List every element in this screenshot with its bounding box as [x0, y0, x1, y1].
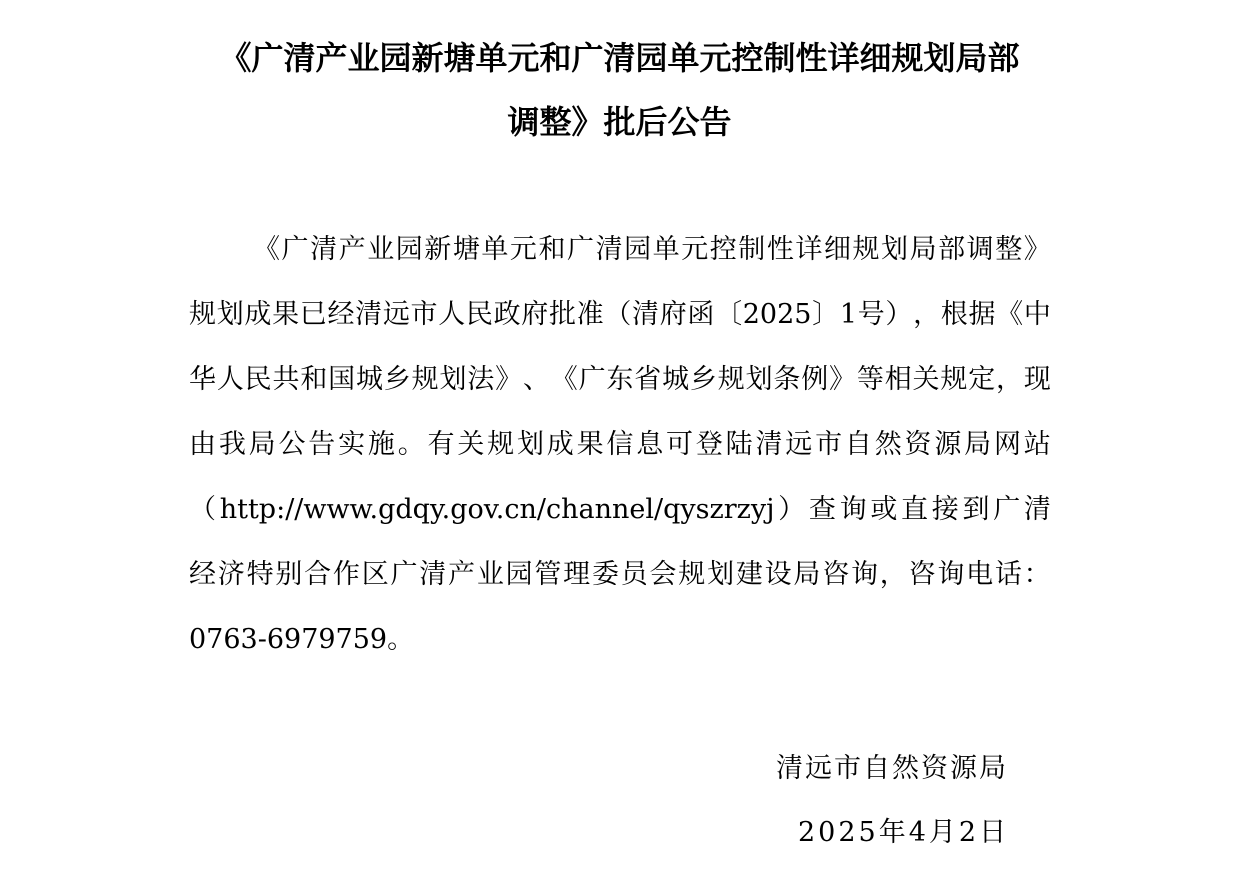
body-text-run: 清 [595, 234, 623, 265]
body-text-run: 有 [427, 429, 455, 460]
body-text-run: 规 [189, 299, 216, 330]
body-text-run: 告 [308, 429, 336, 460]
body-text-run: 陆 [725, 429, 753, 460]
body-text-run: 远 [785, 429, 813, 460]
body-text-run: 〔 [715, 299, 743, 330]
body-text-run: 2025 [742, 299, 812, 330]
body-text-run: 询 [850, 559, 878, 590]
body-text-run: 经 [189, 559, 216, 590]
body-text-run: 已 [299, 299, 327, 330]
body-text-run: 业 [367, 234, 395, 265]
signature-date: 2025年4月2日 [798, 817, 1010, 848]
body-text-run: 广 [993, 494, 1021, 525]
body-text-run: 关 [457, 429, 485, 460]
body-text-run: 可 [666, 429, 693, 460]
body-text-run: 登 [695, 429, 723, 460]
body-text-run: 广 [567, 234, 595, 265]
body-text-run: 规 [852, 234, 880, 265]
body-text-run: 局 [793, 559, 821, 590]
body-text-run: 华 [189, 364, 216, 395]
body-text-run: 中 [1023, 299, 1051, 330]
body-text-run: 成 [244, 299, 272, 330]
document-title-line-2: 调整》批后公告 [507, 103, 732, 141]
body-text-run: 查 [808, 494, 836, 525]
body-text-run: 到 [962, 494, 990, 525]
body-text-run: 划 [745, 364, 773, 395]
body-text-run: 员 [620, 559, 648, 590]
body-text-run: 函 [687, 299, 715, 330]
body-text-run: 果 [272, 299, 300, 330]
body-text-run: 清 [419, 559, 447, 590]
body-text-run: 府 [659, 299, 687, 330]
body-text-run: 城 [662, 364, 690, 395]
body-line [253, 232, 1051, 268]
body-text-run: 相 [884, 364, 912, 395]
body-text-run: 理 [563, 559, 591, 590]
body-text-run: 产 [448, 559, 476, 590]
body-text-run: 》 [495, 364, 523, 395]
body-text-run: 乡 [383, 364, 411, 395]
body-line [189, 427, 1051, 463]
body-text-run: 施 [367, 429, 395, 460]
body-text-run: 规 [940, 364, 968, 395]
body-text-run: 别 [275, 559, 303, 590]
body-text-run: 济 [217, 559, 245, 590]
body-text-run: 我 [218, 429, 246, 460]
body-text-run: 局 [248, 429, 276, 460]
body-text-run: 号 [857, 299, 885, 330]
body-text-run: 民 [465, 299, 493, 330]
body-text-run: 市 [410, 299, 438, 330]
body-text-run: 〕 [812, 299, 840, 330]
body-text-run: 批 [548, 299, 576, 330]
body-text-run: 东 [606, 364, 634, 395]
document-title-line-1: 《广清产业园新塘单元和广清园单元控制性详细规划局部 [219, 39, 1020, 77]
body-text-run: 划 [439, 364, 467, 395]
body-text-run: 直 [901, 494, 929, 525]
body-text-run: 新 [424, 234, 452, 265]
body-text-run: 局 [964, 429, 992, 460]
body-text-run: 广 [578, 364, 606, 395]
body-text-run: 网 [993, 429, 1021, 460]
body-text-run: ， [879, 559, 907, 590]
body-text-run: 人 [216, 364, 244, 395]
body-text-run: 清 [1023, 494, 1051, 525]
body-text-run: 规 [487, 429, 515, 460]
body-line [189, 362, 1051, 398]
body-text-run: 控 [709, 234, 737, 265]
body-text-run: 市 [815, 429, 843, 460]
body-text-run: 。 [397, 429, 425, 460]
body-text-run: 广 [390, 559, 418, 590]
body-text-run: 划 [516, 429, 544, 460]
body-text-run: 根 [940, 299, 968, 330]
body-text-run: 《 [550, 364, 578, 395]
body-text-run: 询 [839, 494, 867, 525]
body-text-run: 实 [338, 429, 366, 460]
body-text-run: 政 [493, 299, 521, 330]
body-text-run: 清 [632, 299, 659, 330]
body-text-run: 由 [189, 429, 216, 460]
body-text-run: 委 [591, 559, 619, 590]
body-text-run: 详 [795, 234, 823, 265]
body-text-run: 电 [966, 559, 994, 590]
body-text-run: 1 [839, 299, 858, 330]
body-text-run: 元 [681, 234, 709, 265]
body-text-run: （ [189, 494, 216, 525]
body-text-run: 会 [649, 559, 677, 590]
body-text-run: 清 [355, 299, 383, 330]
body-text-run: 》 [829, 364, 857, 395]
body-text-run: 询 [937, 559, 965, 590]
body-text-run: 建 [735, 559, 763, 590]
body-text-run: 条 [773, 364, 801, 395]
body-text-run: 果 [576, 429, 604, 460]
body-text-run: 成 [546, 429, 574, 460]
body-text-run: 和 [538, 234, 566, 265]
body-text-run: 划 [881, 234, 909, 265]
body-text-run: 资 [904, 429, 932, 460]
body-line: 0763-6979759。 [189, 624, 415, 655]
body-text-run: 塘 [452, 234, 480, 265]
body-text-run: 乡 [689, 364, 717, 395]
body-text-run: 咨 [822, 559, 850, 590]
body-text-run: 单 [652, 234, 680, 265]
body-text-run: 特 [246, 559, 274, 590]
body-text-run: 合 [304, 559, 332, 590]
body-text-run: 设 [764, 559, 792, 590]
body-text-run: 区 [361, 559, 389, 590]
body-text-run: 关 [912, 364, 940, 395]
body-text-run: 划 [707, 559, 735, 590]
body-text-run: 等 [856, 364, 884, 395]
body-text-run: 法 [467, 364, 495, 395]
body-text-run: 例 [801, 364, 829, 395]
body-text-run: 调 [966, 234, 994, 265]
body-text-run: 园 [624, 234, 652, 265]
body-text-run: 民 [244, 364, 272, 395]
body-text-run: http://www.gdqy.gov.cn/channel/qyszrzyj [219, 494, 775, 525]
body-line [189, 557, 1051, 593]
body-text-run: 息 [636, 429, 664, 460]
body-text-run: 信 [606, 429, 634, 460]
body-text-run: ， [996, 364, 1024, 395]
body-text-run: 清 [310, 234, 338, 265]
body-text-run: 清 [755, 429, 783, 460]
body-text-run: 人 [438, 299, 466, 330]
body-line [189, 492, 1051, 528]
body-text-run: ， [913, 299, 941, 330]
body-text-run: 《 [253, 234, 280, 265]
body-text-run: 产 [338, 234, 366, 265]
body-text-run: 、 [522, 364, 550, 395]
body-text-run: ） [778, 494, 806, 525]
body-text-run: （ [604, 299, 632, 330]
body-text-run: 》 [1023, 234, 1051, 265]
body-text-run: 公 [278, 429, 306, 460]
body-text-run: 管 [534, 559, 562, 590]
body-text-run: 作 [332, 559, 360, 590]
body-text-run: 业 [476, 559, 504, 590]
body-text-run: 然 [874, 429, 902, 460]
body-text-run: 或 [870, 494, 898, 525]
body-text-run: 站 [1023, 429, 1051, 460]
body-text-run: 国 [328, 364, 356, 395]
body-text-run: 划 [216, 299, 244, 330]
body-text-run: 规 [678, 559, 706, 590]
body-text-run: 远 [382, 299, 410, 330]
body-text-run: 自 [844, 429, 872, 460]
body-text-run: ： [1023, 559, 1051, 590]
body-text-run: 部 [938, 234, 966, 265]
body-text-run: 源 [934, 429, 962, 460]
body-text-run: 局 [909, 234, 937, 265]
body-text-run: 园 [395, 234, 423, 265]
body-text-run: 制 [738, 234, 766, 265]
body-text-run: 据 [968, 299, 996, 330]
body-text-run: 定 [968, 364, 996, 395]
body-text-run: 整 [995, 234, 1023, 265]
body-text-run: 规 [717, 364, 745, 395]
body-text-run: 城 [355, 364, 383, 395]
body-text-run: 接 [931, 494, 959, 525]
body-text-run: 经 [327, 299, 355, 330]
body-text-run: ） [885, 299, 913, 330]
body-text-run: 元 [509, 234, 537, 265]
body-text-run: 《 [996, 299, 1024, 330]
body-text-run: 细 [823, 234, 851, 265]
body-text-run: 话 [994, 559, 1022, 590]
body-text-run: 单 [481, 234, 509, 265]
body-text-run: 准 [576, 299, 604, 330]
body-text-run: 和 [300, 364, 328, 395]
body-text-run: 园 [505, 559, 533, 590]
body-text-run: 性 [766, 234, 794, 265]
signature-organization: 清远市自然资源局 [776, 753, 1008, 784]
body-text-run: 规 [411, 364, 439, 395]
body-text-run: 省 [634, 364, 662, 395]
body-text-run: 咨 [908, 559, 936, 590]
body-text-run: 现 [1023, 364, 1051, 395]
body-line [189, 297, 1051, 333]
body-text-run: 广 [281, 234, 309, 265]
body-text-run: 共 [272, 364, 300, 395]
body-text-run: 府 [521, 299, 549, 330]
